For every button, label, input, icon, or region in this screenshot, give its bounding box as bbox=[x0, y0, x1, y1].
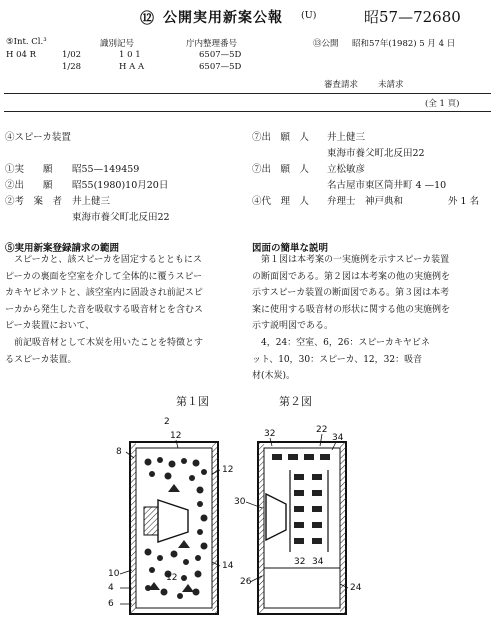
invention-title: ④スピーカ装置 bbox=[5, 132, 71, 143]
claims-heading: ⑤実用新案登録請求の範囲 bbox=[5, 243, 120, 254]
claims-line: ピーカ装置において、 bbox=[5, 321, 95, 332]
figure-ref: 24 bbox=[350, 583, 362, 593]
figure-2-drawing bbox=[228, 412, 362, 622]
figure-ref: 22 bbox=[316, 425, 328, 435]
figure-ref: 6 bbox=[108, 599, 114, 609]
gazette-code-mark: ⑫ bbox=[140, 11, 155, 27]
speaker-cone bbox=[158, 500, 188, 542]
figure-ref: 4 bbox=[108, 583, 114, 593]
office-number: 6507—5D bbox=[199, 50, 242, 60]
figure-2-label: 第２図 bbox=[279, 395, 312, 408]
filing-label: ②出 願 bbox=[5, 180, 53, 191]
figure-ref: 10 bbox=[108, 569, 120, 579]
intcl-value: H 04 R bbox=[6, 50, 37, 60]
cabinet-wall bbox=[258, 442, 264, 614]
figure-ref: 30 bbox=[234, 497, 246, 507]
ident-value: H A A bbox=[119, 62, 145, 72]
claims-line: カキヤビネツトと、該空室内に固設され前記スピ bbox=[5, 288, 203, 299]
deviser-label: ②考 案 者 bbox=[5, 196, 63, 207]
cabinet-wall bbox=[212, 442, 218, 614]
applicant-address: 東海市養父町北反田22 bbox=[327, 148, 425, 159]
biblio-divider bbox=[4, 111, 491, 112]
application-label: ①実 願 bbox=[5, 164, 53, 175]
figure-ref: 14 bbox=[222, 561, 234, 571]
drawings-line: ット、10，30：スピーカ、12，32：吸音 bbox=[252, 354, 423, 365]
claims-line: ピーカの裏面を空室を介して全体的に覆うスピー bbox=[5, 271, 203, 282]
publication-number: 昭57—72680 bbox=[364, 8, 461, 26]
drawings-heading: 図面の簡単な説明 bbox=[252, 243, 329, 254]
cabinet-outline bbox=[130, 442, 218, 614]
publication-date-label: ⑬公開 bbox=[313, 39, 339, 49]
drawings-line: 示す説明図である。 bbox=[252, 321, 334, 332]
ident-heading: 識別記号 bbox=[100, 39, 135, 49]
figure-ref: 12 bbox=[166, 573, 178, 583]
figure-ref: 12 bbox=[170, 431, 182, 441]
drawings-text bbox=[252, 252, 490, 385]
figure-ref: 8 bbox=[116, 447, 122, 457]
figure-ref: 12 bbox=[222, 465, 234, 475]
speaker-magnet bbox=[144, 507, 158, 535]
claims-text bbox=[5, 252, 243, 368]
drawings-line: 示すスピーカ装置の断面図である。第３図は本考 bbox=[252, 288, 450, 299]
agent-name: 弁理士 神戸典和 bbox=[327, 196, 404, 207]
publication-date: 昭和57年(1982) 5 月 4 日 bbox=[352, 39, 456, 49]
applicant-name: 井上健三 bbox=[327, 132, 366, 143]
figure-ref: 32 bbox=[294, 557, 306, 567]
ident-value: 1 0 1 bbox=[119, 50, 141, 60]
drawings-line: 4，24：空室、6，26：スピーカキヤビネ bbox=[252, 337, 430, 348]
drawings-line: 案に使用する吸音材の形状に関する他の実施例を bbox=[252, 304, 451, 315]
figure-1-label: 第１図 bbox=[176, 395, 209, 408]
applicant-label: ⑦出 願 人 bbox=[252, 164, 310, 175]
gazette-title: 公開実用新案公報 bbox=[163, 10, 283, 26]
intcl-heading: ⑤Int. Cl.³ bbox=[6, 37, 47, 47]
claims-line: スピーカと、該スピーカを固定するとともにス bbox=[5, 255, 202, 265]
applicant-address: 名古屋市東区筒井町 4 —10 bbox=[327, 180, 447, 191]
figure-ref: 32 bbox=[264, 429, 276, 439]
intcl-subgroup: 1/02 bbox=[62, 50, 82, 60]
applicant-label: ⑦出 願 人 bbox=[252, 132, 310, 143]
drawings-line: 第１図は本考案の一実施例を示すスピーカ装置 bbox=[252, 255, 450, 265]
office-number-heading: 庁内整理番号 bbox=[186, 39, 238, 49]
figure-ref: 34 bbox=[332, 433, 344, 443]
figure-ref: 2 bbox=[164, 417, 170, 427]
deviser-address: 東海市養父町北反田22 bbox=[72, 212, 170, 223]
agent-others: 外 1 名 bbox=[448, 196, 480, 207]
figure-ref: 26 bbox=[240, 577, 252, 587]
deviser-name: 井上健三 bbox=[72, 196, 111, 207]
drawings-line: 材(木炭)。 bbox=[252, 371, 296, 382]
applicant-name: 立松敏彦 bbox=[327, 164, 366, 175]
exam-request-label: 審査請求 bbox=[324, 80, 359, 90]
cabinet-wall bbox=[340, 442, 346, 614]
application-number: 昭55—149459 bbox=[72, 164, 140, 175]
speaker-cone bbox=[266, 494, 286, 540]
header-divider bbox=[4, 93, 491, 94]
claims-line: ーカから発生した音を吸収する吸音材とを含むス bbox=[5, 304, 203, 315]
charcoal-absorbent bbox=[272, 454, 330, 544]
gazette-kind: (U) bbox=[301, 10, 317, 21]
page-count: (全 1 頁) bbox=[425, 99, 460, 109]
drawings-line: の断面図である。第２図は本考案の他の実施例を bbox=[252, 271, 451, 282]
filing-date: 昭55(1980)10月20日 bbox=[72, 180, 169, 191]
intcl-subgroup: 1/28 bbox=[62, 62, 82, 72]
figure-ref: 34 bbox=[312, 557, 324, 567]
office-number: 6507—5D bbox=[199, 62, 242, 72]
agent-label: ④代 理 人 bbox=[252, 196, 310, 207]
claims-line: 前記吸音材として木炭を用いたことを特徴とす bbox=[5, 337, 204, 348]
claims-line: るスピーカ装置。 bbox=[5, 354, 77, 365]
exam-request-value: 未請求 bbox=[378, 80, 404, 90]
